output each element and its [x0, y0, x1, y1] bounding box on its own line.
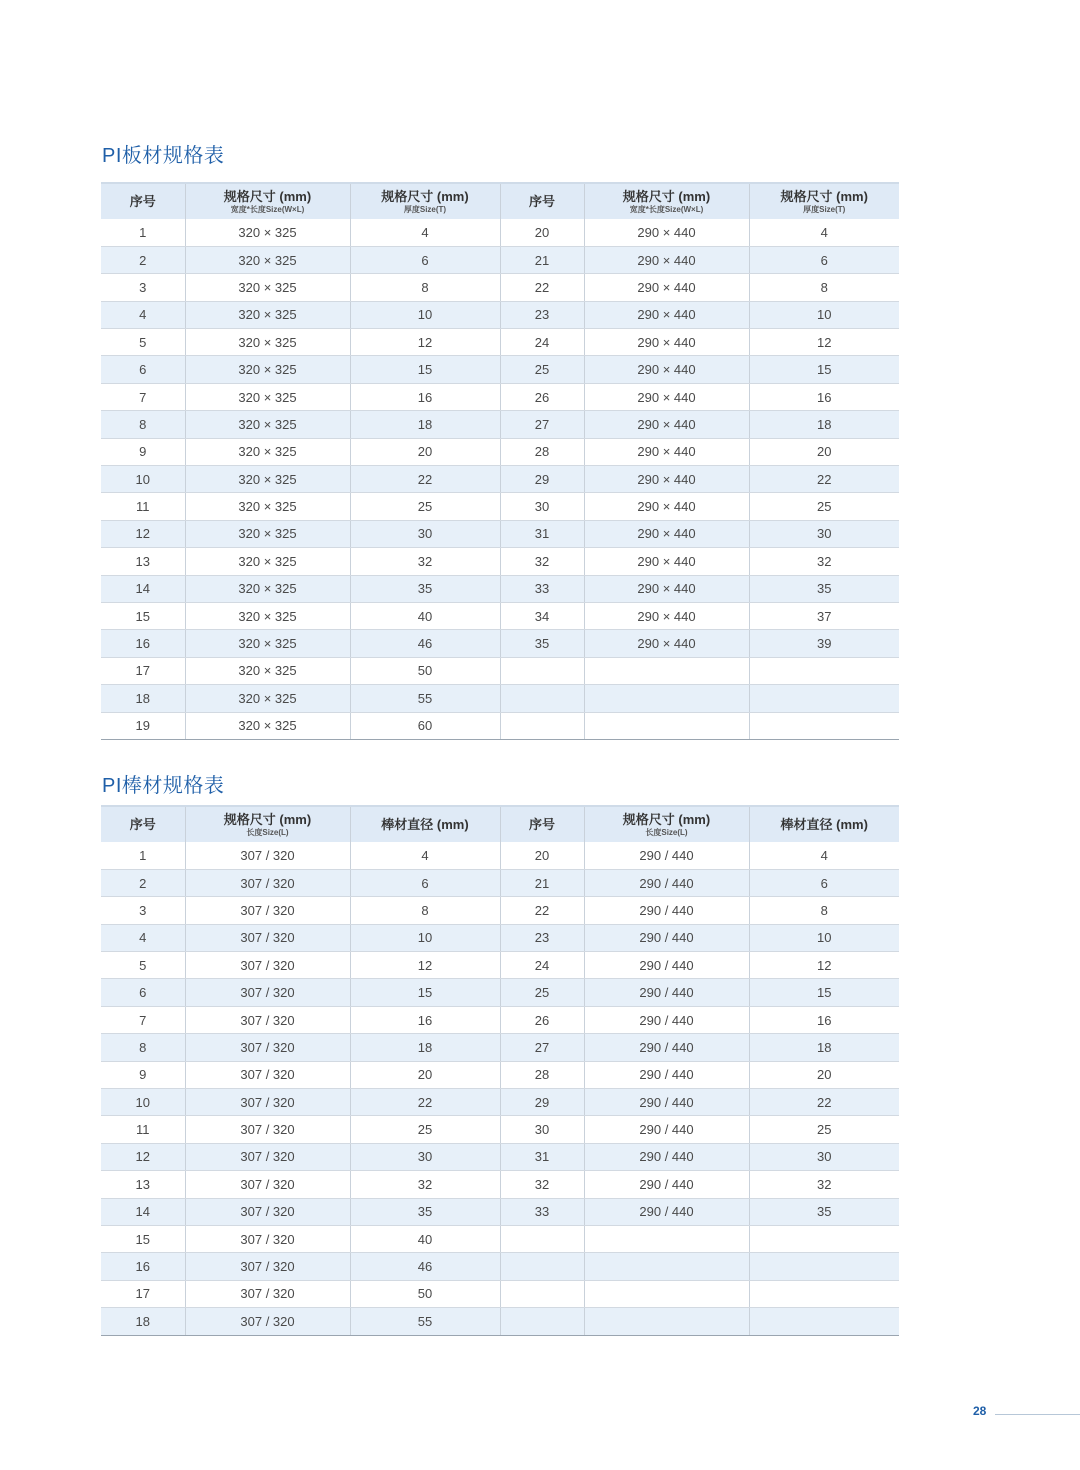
size-cell: 307 / 320	[185, 1061, 350, 1088]
value-cell: 6	[749, 869, 899, 896]
size-cell	[584, 1308, 749, 1335]
seq-cell: 15	[101, 602, 185, 629]
value-cell: 4	[350, 842, 500, 869]
value-cell: 4	[749, 842, 899, 869]
value-cell: 55	[350, 1308, 500, 1335]
value-cell: 10	[749, 924, 899, 951]
seq-cell: 13	[101, 548, 185, 575]
rod-header-row	[101, 806, 899, 842]
seq-cell: 18	[101, 1308, 185, 1335]
table-row	[101, 438, 899, 465]
seq-cell: 1	[101, 842, 185, 869]
seq-cell: 34	[500, 602, 584, 629]
table-row	[101, 842, 899, 869]
size-cell: 290 / 440	[584, 1116, 749, 1143]
seq-cell: 27	[500, 411, 584, 438]
seq-cell: 10	[101, 466, 185, 493]
seq-cell: 14	[101, 1198, 185, 1225]
size-cell: 290 × 440	[584, 411, 749, 438]
size-cell: 290 × 440	[584, 575, 749, 602]
header-seq: 序号	[500, 183, 584, 219]
size-cell: 307 / 320	[185, 842, 350, 869]
header-thickness-sub: 厚度Size(T)	[403, 204, 447, 214]
value-cell: 25	[350, 1116, 500, 1143]
value-cell: 50	[350, 657, 500, 684]
seq-cell: 2	[101, 869, 185, 896]
value-cell: 8	[350, 274, 500, 301]
value-cell: 15	[749, 356, 899, 383]
table-row	[101, 1198, 899, 1225]
size-cell: 320 × 325	[185, 438, 350, 465]
seq-cell: 21	[500, 246, 584, 273]
seq-cell: 32	[500, 1171, 584, 1198]
size-cell: 307 / 320	[185, 952, 350, 979]
table-row	[101, 1034, 899, 1061]
size-cell: 290 × 440	[584, 301, 749, 328]
size-cell: 290 / 440	[584, 869, 749, 896]
rod-table-title: PI棒材规格表	[102, 775, 225, 797]
size-cell	[584, 1280, 749, 1307]
value-cell: 15	[350, 356, 500, 383]
size-cell: 307 / 320	[185, 1225, 350, 1252]
size-cell: 290 / 440	[584, 1171, 749, 1198]
value-cell: 22	[749, 1089, 899, 1116]
seq-cell: 5	[101, 952, 185, 979]
size-cell: 290 / 440	[584, 1089, 749, 1116]
size-cell: 307 / 320	[185, 1116, 350, 1143]
table-row	[101, 301, 899, 328]
header-size-label: 规格尺寸 (mm)	[622, 811, 711, 827]
value-cell: 10	[749, 301, 899, 328]
size-cell: 320 × 325	[185, 356, 350, 383]
value-cell: 6	[350, 246, 500, 273]
value-cell: 20	[749, 438, 899, 465]
size-cell: 307 / 320	[185, 924, 350, 951]
value-cell: 20	[350, 438, 500, 465]
value-cell: 8	[749, 897, 899, 924]
size-cell: 290 × 440	[584, 602, 749, 629]
size-cell	[584, 712, 749, 739]
seq-cell: 29	[500, 466, 584, 493]
value-cell: 35	[350, 575, 500, 602]
size-cell: 307 / 320	[185, 1006, 350, 1033]
seq-cell: 28	[500, 438, 584, 465]
header-size-sub: 长度Size(L)	[645, 827, 688, 837]
value-cell: 30	[350, 1143, 500, 1170]
value-cell: 20	[350, 1061, 500, 1088]
size-cell: 320 × 325	[185, 493, 350, 520]
table-row	[101, 1116, 899, 1143]
seq-cell: 11	[101, 1116, 185, 1143]
seq-cell: 20	[500, 219, 584, 246]
value-cell: 46	[350, 630, 500, 657]
header-size-sub: 宽度*长度Size(W×L)	[230, 204, 305, 214]
header-diameter: 棒材直径 (mm)	[350, 806, 500, 842]
header-size	[185, 806, 350, 842]
value-cell: 6	[350, 869, 500, 896]
size-cell: 320 × 325	[185, 383, 350, 410]
size-cell: 290 / 440	[584, 842, 749, 869]
table-row	[101, 548, 899, 575]
value-cell	[749, 657, 899, 684]
value-cell: 12	[749, 329, 899, 356]
value-cell: 55	[350, 685, 500, 712]
size-cell: 320 × 325	[185, 602, 350, 629]
size-cell: 307 / 320	[185, 1089, 350, 1116]
size-cell: 307 / 320	[185, 897, 350, 924]
seq-cell: 24	[500, 329, 584, 356]
size-cell: 307 / 320	[185, 1143, 350, 1170]
value-cell: 40	[350, 602, 500, 629]
value-cell: 4	[749, 219, 899, 246]
size-cell: 320 × 325	[185, 520, 350, 547]
header-size	[584, 183, 749, 219]
seq-cell: 19	[101, 712, 185, 739]
header-thickness-label: 规格尺寸 (mm)	[381, 188, 469, 204]
seq-cell: 10	[101, 1089, 185, 1116]
size-cell: 307 / 320	[185, 1253, 350, 1280]
seq-cell	[500, 1253, 584, 1280]
value-cell: 18	[749, 411, 899, 438]
value-cell: 6	[749, 246, 899, 273]
value-cell: 40	[350, 1225, 500, 1252]
seq-cell: 3	[101, 274, 185, 301]
seq-cell: 23	[500, 924, 584, 951]
table-row	[101, 246, 899, 273]
size-cell: 290 / 440	[584, 1006, 749, 1033]
table-row	[101, 630, 899, 657]
value-cell	[749, 685, 899, 712]
value-cell: 16	[749, 383, 899, 410]
size-cell: 290 × 440	[584, 383, 749, 410]
size-cell: 307 / 320	[185, 1308, 350, 1335]
table-row	[101, 897, 899, 924]
seq-cell: 9	[101, 438, 185, 465]
value-cell: 32	[749, 1171, 899, 1198]
seq-cell: 23	[500, 301, 584, 328]
seq-cell: 16	[101, 1253, 185, 1280]
size-cell: 320 × 325	[185, 301, 350, 328]
size-cell: 307 / 320	[185, 1171, 350, 1198]
value-cell: 18	[749, 1034, 899, 1061]
value-cell	[749, 712, 899, 739]
value-cell: 22	[350, 466, 500, 493]
value-cell: 18	[350, 1034, 500, 1061]
value-cell: 20	[749, 1061, 899, 1088]
seq-cell: 8	[101, 411, 185, 438]
seq-cell: 26	[500, 1006, 584, 1033]
seq-cell: 22	[500, 897, 584, 924]
seq-cell: 33	[500, 1198, 584, 1225]
header-thickness	[749, 183, 899, 219]
value-cell: 22	[350, 1089, 500, 1116]
seq-cell: 15	[101, 1225, 185, 1252]
seq-cell	[500, 712, 584, 739]
table-row	[101, 219, 899, 246]
size-cell: 290 / 440	[584, 979, 749, 1006]
table-row	[101, 520, 899, 547]
size-cell: 320 × 325	[185, 685, 350, 712]
size-cell: 307 / 320	[185, 869, 350, 896]
seq-cell: 17	[101, 1280, 185, 1307]
plate-header-row	[101, 183, 899, 219]
rod-spec-table	[101, 805, 899, 1336]
size-cell: 290 / 440	[584, 952, 749, 979]
value-cell	[749, 1308, 899, 1335]
size-cell: 290 × 440	[584, 219, 749, 246]
seq-cell: 33	[500, 575, 584, 602]
plate-table-title: PI板材规格表	[102, 145, 225, 167]
size-cell: 290 × 440	[584, 466, 749, 493]
value-cell: 12	[350, 952, 500, 979]
value-cell: 25	[350, 493, 500, 520]
size-cell: 307 / 320	[185, 1280, 350, 1307]
header-size-label: 规格尺寸 (mm)	[622, 188, 711, 204]
size-cell: 290 × 440	[584, 520, 749, 547]
header-size-label: 规格尺寸 (mm)	[223, 811, 312, 827]
value-cell: 16	[749, 1006, 899, 1033]
seq-cell: 8	[101, 1034, 185, 1061]
value-cell: 32	[749, 548, 899, 575]
value-cell	[749, 1225, 899, 1252]
seq-cell: 25	[500, 356, 584, 383]
seq-cell: 29	[500, 1089, 584, 1116]
value-cell: 32	[350, 1171, 500, 1198]
size-cell: 290 / 440	[584, 1198, 749, 1225]
seq-cell: 1	[101, 219, 185, 246]
table-row	[101, 575, 899, 602]
seq-cell: 31	[500, 520, 584, 547]
size-cell: 290 × 440	[584, 329, 749, 356]
seq-cell	[500, 1308, 584, 1335]
value-cell: 16	[350, 1006, 500, 1033]
seq-cell: 30	[500, 493, 584, 520]
header-seq: 序号	[101, 806, 185, 842]
size-cell: 290 × 440	[584, 548, 749, 575]
seq-cell: 28	[500, 1061, 584, 1088]
size-cell: 290 × 440	[584, 246, 749, 273]
table-row	[101, 869, 899, 896]
seq-cell: 7	[101, 383, 185, 410]
seq-cell: 6	[101, 356, 185, 383]
header-thickness	[350, 183, 500, 219]
value-cell: 46	[350, 1253, 500, 1280]
value-cell: 35	[749, 1198, 899, 1225]
size-cell: 290 × 440	[584, 274, 749, 301]
seq-cell: 5	[101, 329, 185, 356]
seq-cell	[500, 1225, 584, 1252]
size-cell: 320 × 325	[185, 657, 350, 684]
value-cell: 10	[350, 924, 500, 951]
table-row	[101, 383, 899, 410]
size-cell: 320 × 325	[185, 219, 350, 246]
header-size-sub: 长度Size(L)	[246, 827, 289, 837]
size-cell	[584, 657, 749, 684]
header-thickness-sub: 厚度Size(T)	[803, 204, 846, 214]
seq-cell: 27	[500, 1034, 584, 1061]
page-number: 28	[973, 1404, 987, 1418]
seq-cell: 30	[500, 1116, 584, 1143]
seq-cell: 9	[101, 1061, 185, 1088]
value-cell: 8	[350, 897, 500, 924]
seq-cell: 17	[101, 657, 185, 684]
size-cell: 320 × 325	[185, 575, 350, 602]
size-cell: 307 / 320	[185, 1198, 350, 1225]
value-cell: 18	[350, 411, 500, 438]
size-cell: 320 × 325	[185, 329, 350, 356]
size-cell	[584, 1225, 749, 1252]
table-row	[101, 712, 899, 739]
value-cell: 12	[749, 952, 899, 979]
page-number-rule	[995, 1414, 1080, 1415]
size-cell: 290 × 440	[584, 630, 749, 657]
seq-cell: 16	[101, 630, 185, 657]
value-cell: 32	[350, 548, 500, 575]
plate-table-body	[101, 219, 899, 739]
value-cell: 39	[749, 630, 899, 657]
size-cell: 320 × 325	[185, 411, 350, 438]
size-cell: 320 × 325	[185, 246, 350, 273]
value-cell: 30	[749, 1143, 899, 1170]
value-cell	[749, 1253, 899, 1280]
size-cell: 290 × 440	[584, 493, 749, 520]
table-row	[101, 1308, 899, 1335]
size-cell	[584, 685, 749, 712]
table-row	[101, 1280, 899, 1307]
size-cell: 320 × 325	[185, 548, 350, 575]
seq-cell: 35	[500, 630, 584, 657]
seq-cell	[500, 685, 584, 712]
size-cell: 320 × 325	[185, 712, 350, 739]
value-cell: 60	[350, 712, 500, 739]
seq-cell: 24	[500, 952, 584, 979]
table-row	[101, 466, 899, 493]
value-cell: 30	[749, 520, 899, 547]
seq-cell: 21	[500, 869, 584, 896]
size-cell: 290 / 440	[584, 1143, 749, 1170]
table-row	[101, 1171, 899, 1198]
size-cell: 290 × 440	[584, 356, 749, 383]
size-cell: 290 / 440	[584, 1034, 749, 1061]
size-cell: 290 / 440	[584, 1061, 749, 1088]
size-cell	[584, 1253, 749, 1280]
table-row	[101, 329, 899, 356]
seq-cell: 20	[500, 842, 584, 869]
seq-cell: 12	[101, 520, 185, 547]
value-cell: 30	[350, 520, 500, 547]
seq-cell: 22	[500, 274, 584, 301]
size-cell: 320 × 325	[185, 466, 350, 493]
seq-cell: 4	[101, 924, 185, 951]
seq-cell: 11	[101, 493, 185, 520]
header-thickness-label: 规格尺寸 (mm)	[780, 188, 868, 204]
seq-cell: 14	[101, 575, 185, 602]
value-cell: 35	[350, 1198, 500, 1225]
header-seq: 序号	[500, 806, 584, 842]
seq-cell: 25	[500, 979, 584, 1006]
seq-cell	[500, 1280, 584, 1307]
table-row	[101, 1061, 899, 1088]
table-row	[101, 1225, 899, 1252]
seq-cell: 6	[101, 979, 185, 1006]
seq-cell: 2	[101, 246, 185, 273]
table-row	[101, 685, 899, 712]
table-row	[101, 952, 899, 979]
value-cell: 35	[749, 575, 899, 602]
seq-cell: 7	[101, 1006, 185, 1033]
value-cell: 25	[749, 1116, 899, 1143]
table-row	[101, 602, 899, 629]
rod-table-body	[101, 842, 899, 1335]
table-row	[101, 1253, 899, 1280]
value-cell: 25	[749, 493, 899, 520]
table-row	[101, 493, 899, 520]
value-cell: 15	[350, 979, 500, 1006]
header-size-label: 规格尺寸 (mm)	[223, 188, 312, 204]
seq-cell: 26	[500, 383, 584, 410]
size-cell: 290 / 440	[584, 924, 749, 951]
value-cell: 37	[749, 602, 899, 629]
table-row	[101, 1006, 899, 1033]
table-row	[101, 274, 899, 301]
seq-cell	[500, 657, 584, 684]
seq-cell: 31	[500, 1143, 584, 1170]
size-cell: 320 × 325	[185, 630, 350, 657]
table-row	[101, 979, 899, 1006]
value-cell: 15	[749, 979, 899, 1006]
plate-spec-table	[101, 182, 899, 740]
value-cell	[749, 1280, 899, 1307]
table-row	[101, 1143, 899, 1170]
table-row	[101, 1089, 899, 1116]
header-diameter: 棒材直径 (mm)	[749, 806, 899, 842]
table-row	[101, 657, 899, 684]
header-seq: 序号	[101, 183, 185, 219]
value-cell: 8	[749, 274, 899, 301]
header-size-sub: 宽度*长度Size(W×L)	[629, 204, 704, 214]
value-cell: 12	[350, 329, 500, 356]
seq-cell: 3	[101, 897, 185, 924]
size-cell: 290 / 440	[584, 897, 749, 924]
table-row	[101, 924, 899, 951]
value-cell: 4	[350, 219, 500, 246]
value-cell: 10	[350, 301, 500, 328]
value-cell: 50	[350, 1280, 500, 1307]
seq-cell: 12	[101, 1143, 185, 1170]
seq-cell: 13	[101, 1171, 185, 1198]
size-cell: 307 / 320	[185, 1034, 350, 1061]
table-row	[101, 411, 899, 438]
size-cell: 320 × 325	[185, 274, 350, 301]
table-row	[101, 356, 899, 383]
size-cell: 290 × 440	[584, 438, 749, 465]
header-size	[584, 806, 749, 842]
value-cell: 16	[350, 383, 500, 410]
header-size	[185, 183, 350, 219]
seq-cell: 18	[101, 685, 185, 712]
seq-cell: 32	[500, 548, 584, 575]
seq-cell: 4	[101, 301, 185, 328]
size-cell: 307 / 320	[185, 979, 350, 1006]
value-cell: 22	[749, 466, 899, 493]
